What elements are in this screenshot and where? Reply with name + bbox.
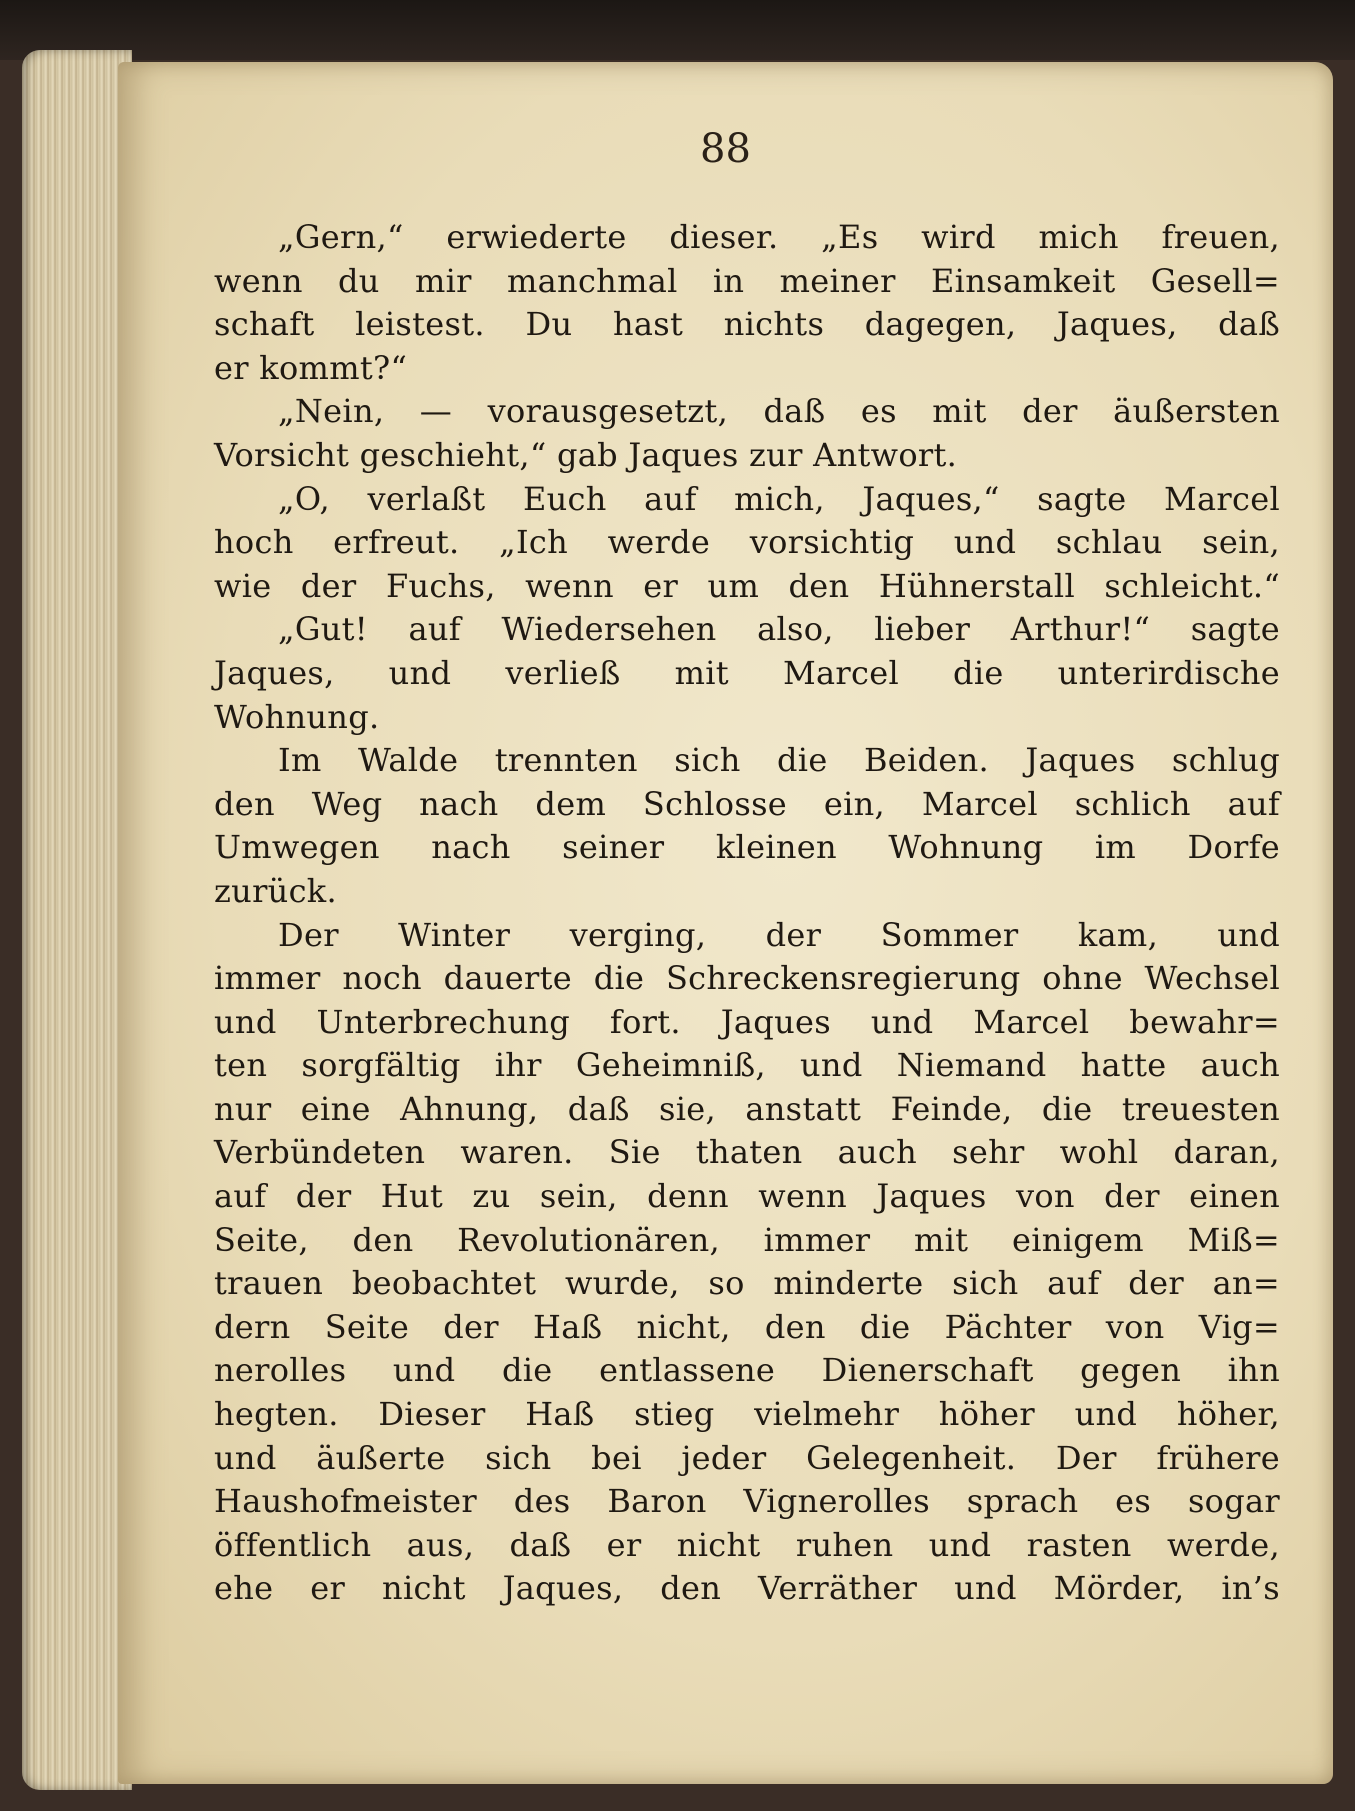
text-line: den Weg nach dem Schlosse ein, Marcel schlich auf [214, 784, 1280, 823]
text-line: Im Walde trennten sich die Beiden. Jaques schlug [278, 741, 1280, 780]
text-line: schaft leistest. Du hast nichts dagegen, Jaques, daß [214, 305, 1280, 344]
text-line: Der Winter verging, der Sommer kam, und [278, 915, 1280, 954]
text-line: hoch erfreut. „Ich werde vorsichtig und schlau sein, [214, 523, 1280, 562]
text-line: öffentlich aus, daß er nicht ruhen und rasten werde, [214, 1525, 1280, 1564]
text-line: Vorsicht geschieht,“ gab Jaques zur Antwort. [214, 435, 958, 474]
text-line: dern Seite der Haß nicht, den die Pächter von Vig= [214, 1307, 1280, 1346]
text-line: hegten. Dieser Haß stieg vielmehr höher und höher, [214, 1395, 1280, 1434]
text-line: Wohnung. [214, 697, 380, 736]
text-line: er kommt?“ [214, 348, 408, 387]
text-line: Verbündeten waren. Sie thaten auch sehr wohl daran, [214, 1133, 1280, 1172]
text-line: nerolles und die entlassene Dienerschaft gegen ihn [214, 1351, 1280, 1390]
text-line: wenn du mir manchmal in meiner Einsamkeit Gesell= [214, 261, 1280, 300]
page-number: 88 [700, 126, 751, 172]
text-line: auf der Hut zu sein, denn wenn Jaques von der einen [214, 1177, 1280, 1216]
book-page [118, 62, 1333, 1784]
text-line: nur eine Ahnung, daß sie, anstatt Feinde, die treuesten [214, 1089, 1280, 1128]
text-line: wie der Fuchs, wenn er um den Hühnerstall schleicht.“ [214, 566, 1280, 605]
page-text [214, 216, 1280, 1611]
text-line: ehe er nicht Jaques, den Verräther und Mörder, in’s [214, 1569, 1280, 1608]
text-line: zurück. [214, 871, 337, 910]
text-line: Umwegen nach seiner kleinen Wohnung im Dorfe [214, 828, 1280, 867]
page-edges [22, 50, 132, 1790]
text-line: Haushofmeister des Baron Vignerolles sprach es sogar [214, 1482, 1280, 1521]
text-line: „Gern,“ erwiederte dieser. „Es wird mich freuen, [278, 218, 1280, 256]
text-line: und äußerte sich bei jeder Gelegenheit. Der frühere [214, 1438, 1280, 1477]
text-line: „Gut! auf Wiedersehen also, lieber Arthur!“ sagte [278, 610, 1280, 649]
text-line: und Unterbrechung fort. Jaques und Marcel bewahr= [214, 1002, 1280, 1041]
book-cover-top-edge [0, 0, 1355, 60]
text-line: „Nein, — vorausgesetzt, daß es mit der äußersten [278, 392, 1280, 431]
text-line: „O, verlaßt Euch auf mich, Jaques,“ sagte Marcel [278, 479, 1280, 518]
text-line: Jaques, und verließ mit Marcel die unterirdische [214, 653, 1280, 692]
text-line: ten sorgfältig ihr Geheimniß, und Niemand hatte auch [214, 1046, 1280, 1085]
text-line: Seite, den Revolutionären, immer mit einigem Miß= [214, 1220, 1280, 1259]
text-line: immer noch dauerte die Schreckensregierung ohne Wechsel [214, 959, 1280, 998]
text-line: trauen beobachtet wurde, so minderte sich auf der an= [214, 1264, 1280, 1303]
